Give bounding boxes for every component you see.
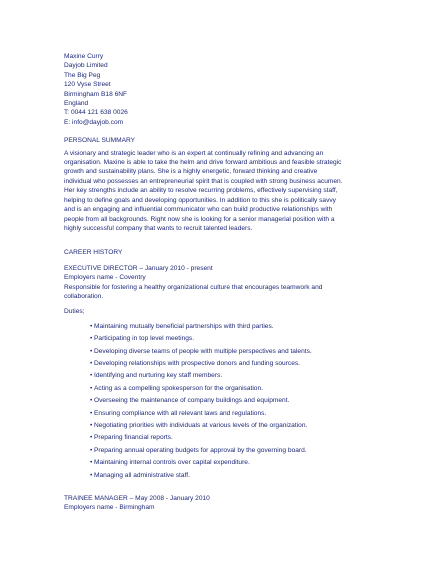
bullet-icon: • [90,384,93,392]
summary-line: Her key strengths include an ability to resolve recurring problems, effectively supervising staff, [64,187,338,195]
address-line-2: 120 Vyse Street [64,81,111,89]
job-title: TRAINEE MANAGER – May 2008 - January 2010 [64,495,210,503]
job-employer: Employers name - Birmingham [64,504,155,512]
personal-summary-heading: PERSONAL SUMMARY [64,137,136,145]
job-employer: Employers name - Coventry [64,274,146,282]
summary-line: helping to define goals and developing opportunities. In addition to this she is politically savvy [64,196,336,204]
address-line-1: The Big Peg [64,71,101,79]
personal-summary-section [64,136,384,233]
bullet-icon: • [90,446,93,454]
email-address: E: info@dayjob.com [64,118,124,126]
list-item: • Developing relationships with prospective donors and funding sources. [90,358,384,370]
list-item: • Maintaining mutually beneficial partnerships with third parties. [90,321,384,333]
summary-line: organisation. Maxine is able to take the helm and drive forward ambitious and feasible strategic [64,159,342,167]
bullet-icon: • [90,359,93,367]
list-item: • Ensuring compliance with all relevant laws and regulations. [90,408,384,420]
company-name: Dayjob Limited [64,62,108,70]
list-item: • Negotiating priorities with individuals at various levels of the organization. [90,420,384,432]
job-entry-2 [64,494,384,513]
list-item: • Developing diverse teams of people with multiple perspectives and talents. [90,346,384,358]
contact-block [64,52,384,127]
bullet-icon: • [90,372,93,380]
list-item: • Preparing financial reports. [90,432,384,444]
bullet-icon: • [90,471,93,479]
list-item: • Acting as a compelling spokesperson for the organisation. [90,383,384,395]
duties-list [64,321,384,482]
summary-line: A visionary and strategic leader who is an expert at continually refining and advancing an [64,149,324,157]
job-entry-1 [64,264,384,482]
summary-line: growth and sustainability plans. She is a highly energetic, forward thinking and creative [64,168,318,176]
bullet-icon: • [90,335,93,343]
list-item: • Preparing annual operating budgets for approval by the governing board. [90,445,384,457]
job-description-line: collaboration. [64,292,104,300]
bullet-icon: • [90,409,93,417]
bullet-icon: • [90,397,93,405]
bullet-icon: • [90,347,93,355]
job-title: EXECUTIVE DIRECTOR – January 2010 - present [64,264,213,272]
summary-line: highly successful company that wants to recruit talented leaders. [64,224,253,232]
summary-line: people from all backgrounds. Right now she is looking for a senior managerial position with a [64,215,335,223]
career-history-section [64,248,384,513]
list-item: • Managing all administrative staff. [90,470,384,482]
bullet-icon: • [90,322,93,330]
list-item: • Maintaining internal controls over capital expenditure. [90,457,384,469]
duties-label: Duties; [64,308,85,316]
list-item: • Identifying and nurturing key staff members. [90,370,384,382]
bullet-icon: • [90,459,93,467]
phone-number: T: 0044 121 638 0026 [64,109,128,117]
cv-document [64,52,384,513]
summary-line: and is an engaging and influential communicator who can build productive relationships with [64,206,333,214]
list-item: • Overseeing the maintenance of company buildings and equipment. [90,395,384,407]
summary-line: individual who possesses an entrepreneurial spirit that is coupled with strong business acumen. [64,177,343,185]
bullet-icon: • [90,422,93,429]
address-city: Birmingham B18 6NF [64,90,128,98]
candidate-name: Maxine Curry [64,53,104,60]
bullet-icon: • [90,434,93,442]
job-description-line: Responsible for fostering a healthy organizational culture that encourages teamwork and [64,283,323,291]
career-history-heading: CAREER HISTORY [64,249,123,257]
address-country: England [64,100,89,108]
list-item: • Participating in top level meetings. [90,333,384,345]
